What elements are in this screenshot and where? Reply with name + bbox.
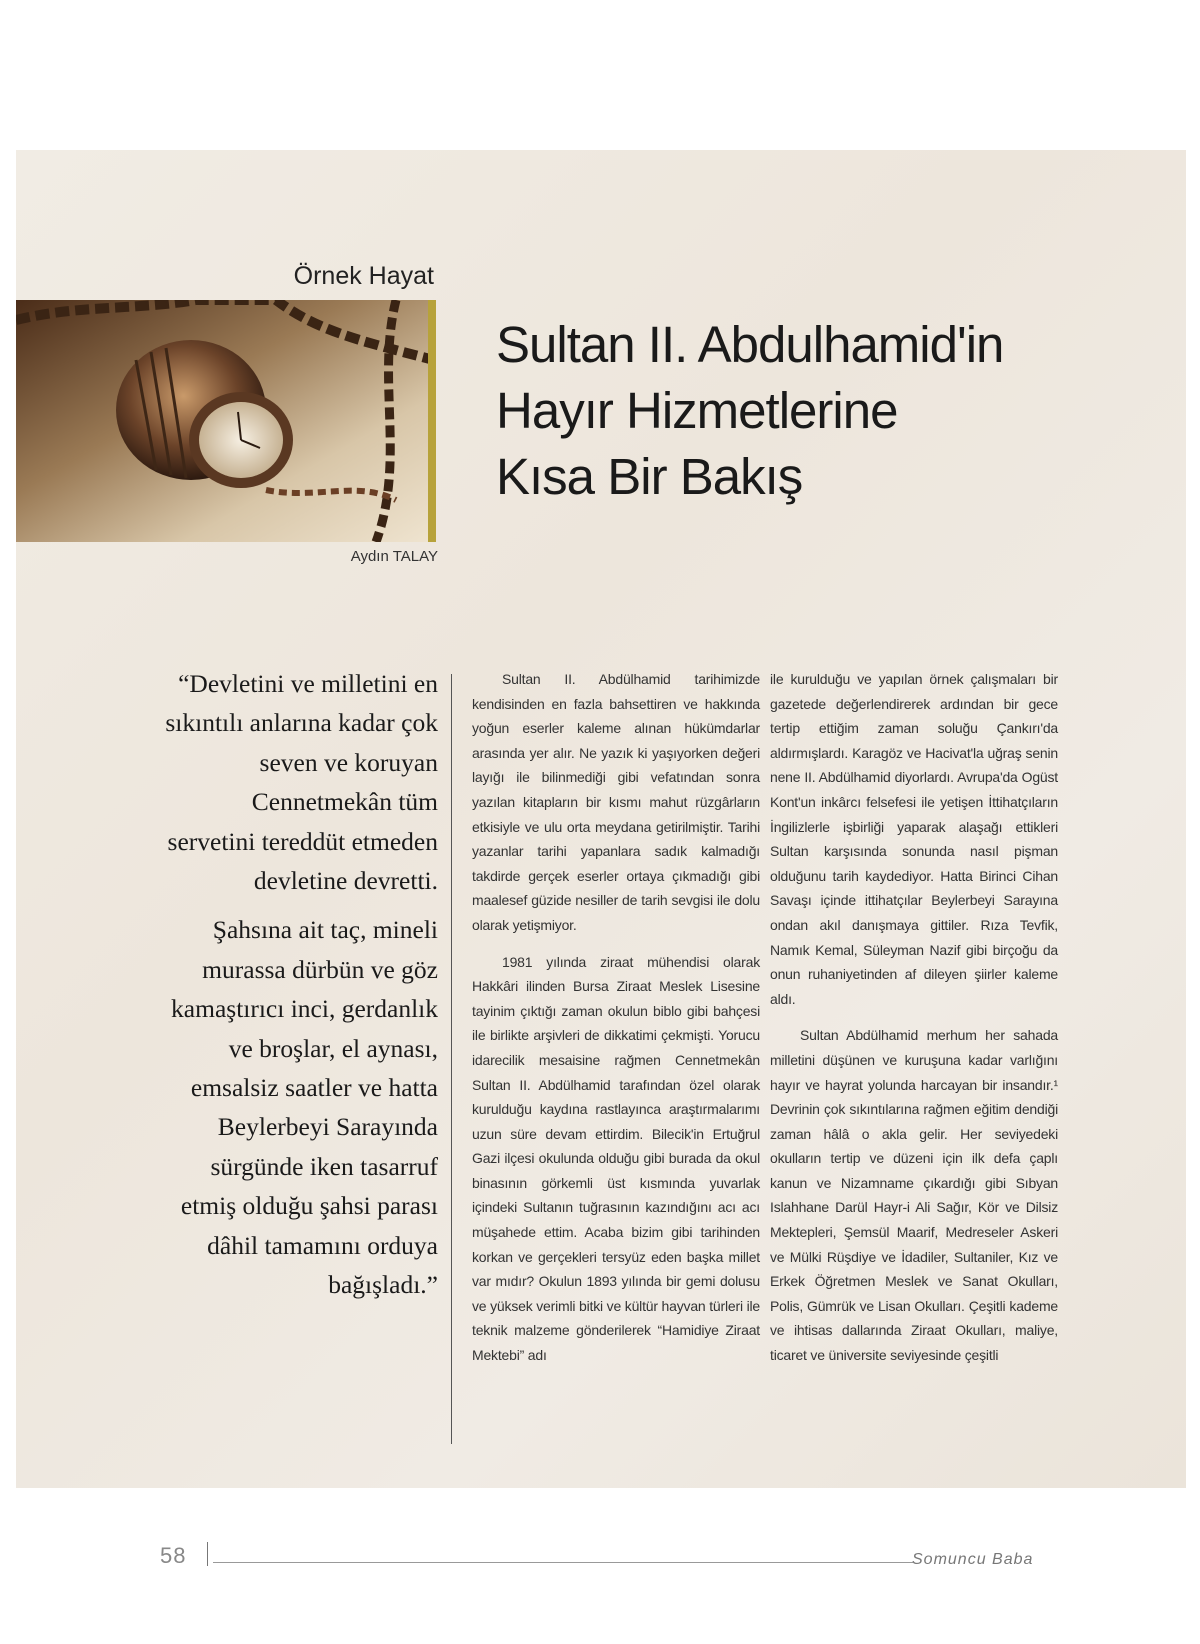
author-byline: Aydın TALAY bbox=[350, 548, 438, 565]
footer-divider-tick bbox=[207, 1542, 208, 1566]
page-number: 58 bbox=[160, 1543, 187, 1568]
column-divider bbox=[451, 674, 452, 1444]
body-paragraph: 1981 yılında ziraat mühendisi olarak Hakkâri ilinden Bursa Ziraat Meslek Lisesine tayinim çıktığı zaman okulun biblo gibi bahçesi ile birlikte arşivleri de dikkatimi çekmişti. Yorucu idarecilik mesaisine rağmen Cennetmekân Sultan II. Abdülhamid tarafından özel olarak kurulduğu kaydına rastlayınca araştırmalarımı uzun süre devam ettirdim. Bilecik'in Ertuğrul Gazi ilçesi okulunda olduğu gibi burada da okul binasının görkemli üst kısmında yuvarlak içindeki Sultanın tuğrasının kazındığını acı acı müşahede ettim. Acaba bizim gibi tarihinden korkan ve gerçekleri tersyüz eden başka millet var mıdır? Okulun 1893 yılında bir gemi dolusu ve yüksek verimli bitki ve kültür hayvan türleri ile teknik malzeme gönderilerek “Hamidiye Ziraat Mektebi” adı bbox=[472, 953, 760, 1364]
body-column-1 bbox=[472, 667, 760, 1368]
title-line: Kısa Bir Bakış bbox=[496, 448, 803, 505]
section-label: Örnek Hayat bbox=[293, 262, 434, 290]
pull-quote bbox=[160, 664, 438, 1305]
title-line: Hayır Hizmetlerine bbox=[496, 382, 898, 439]
body-paragraph: Sultan II. Abdülhamid tarihimizde kendisinden en fazla bahsettiren ve hakkında yoğun eserler kaleme alınan hükümdarlar arasında yer alır. Ne yazık ki yaşıyorken değeri layığı ile bilinmediği gibi vefatından sonra yazılan kitapların bir kısmı mahut rüzgârların etkisiyle ve ulu orta meydana getirilmiştir. Tarihi yazanlar tarihi yapanlara sadık kalmadığı takdirde gerçek eserler ortaya çıkmadığı gibi maalesef güzide nesiller de tarih sevgisi ile dolu olarak yetişmiyor. bbox=[472, 671, 760, 933]
body-paragraph: Sultan Abdülhamid merhum her sahada milletini düşünen ve kuruşuna kadar varlığını hayır ve hayrat yolunda harcayan bir insandır.¹ Devrinin çok sıkıntılarına rağmen eğitim dendiği zaman hâlâ o akla gelir. Her seviyedeki okulların tertip ve düzeni için ilk defa çaplı kanun ve Nizamname çıkardığı gibi Sıbyan Islahhane Darül Hayr-i Ali Sağır, Kör ve Dilsiz Mektepleri, Şemsül Maarif, Medreseler Askeri ve Mülki Rüşdiye ve İdadiler, Sultaniler, Kız ve Erkek Öğretmen Meslek ve Sanat Okulları, Polis, Gümrük ve Lisan Okulları. Çeşitli kademe ve ihtisas dallarında Ziraat Okulları, maliye, ticaret ve üniversite seviyesinde çeşitli bbox=[770, 1027, 1058, 1364]
footer-rule bbox=[213, 1562, 913, 1563]
photo-accent-bar bbox=[428, 300, 436, 542]
pocket-watch-icon bbox=[16, 300, 434, 542]
pocket-watch-photo bbox=[16, 300, 434, 542]
pull-quote-paragraph: “Devletini ve milletini en sıkıntılı anlarına kadar çok seven ve koruyan Cennetmekân tüm servetini tereddüt etmeden devletine devretti. bbox=[165, 669, 438, 896]
title-line: Sultan II. Abdulhamid'in bbox=[496, 316, 1004, 373]
article-title bbox=[496, 312, 1146, 510]
magazine-name: Somuncu Baba bbox=[912, 1551, 1034, 1568]
body-paragraph: ile kurulduğu ve yapılan örnek çalışmaları bir gazetede değerlendirerek ardından bir gece tertip ettiğim zaman soluğu Çankırı'da aldırmışlardı. Karagöz ve Hacivat'la uğraş senin nene II. Abdülhamid diyorlardı. Avrupa'da Ogüst Kont'un inkârcı felsefesi ile yetişen İttihatçıların İngilizlerle işbirliği yaparak alaşağı ettikleri Sultan karşısında sonunda nasıl pişman olduğunu tarih kaydediyor. Hatta Birinci Cihan Savaşı içinde ittihatçılar Beylerbeyi Sarayına ondan akıl danışmaya gittiler. Rıza Tevfik, Namık Kemal, Süleyman Nazif gibi birçoğu da onun ruhaniyetinden af dileyen şiirler kaleme aldı. bbox=[770, 671, 1058, 1007]
pull-quote-paragraph: Şahsına ait taç, mineli murassa dürbün ve göz kamaştırıcı inci, gerdanlık ve broşlar, el aynası, emsalsiz saatler ve hatta Beylerbeyi Sarayında sürgünde iken tasarruf etmiş olduğu şahsi parası dâhil tamamını orduya bağışladı.” bbox=[171, 915, 438, 1300]
body-column-2 bbox=[770, 667, 1058, 1368]
